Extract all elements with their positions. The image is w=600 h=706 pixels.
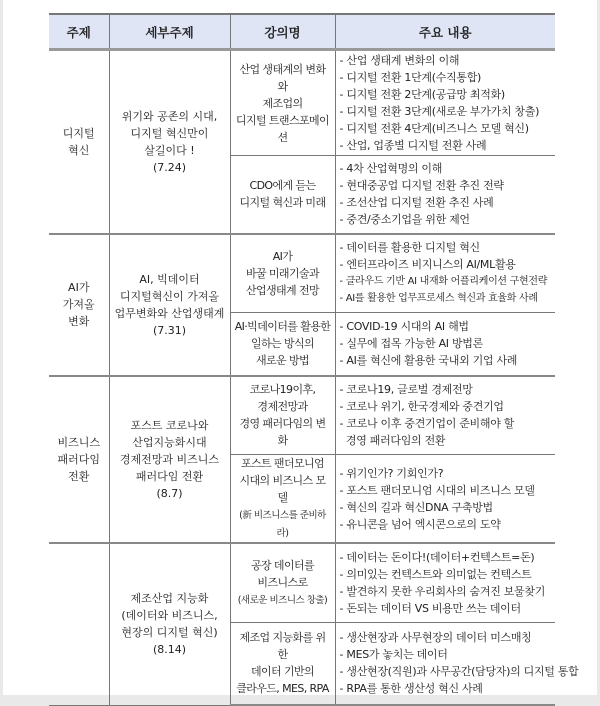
content-item: - 엔터프라이즈 비지니스의 AI/ML활용: [340, 256, 552, 273]
content-item: - 조선산업 디지털 전환 추진 사례: [340, 194, 552, 211]
text-line: 가져올: [62, 298, 95, 311]
topic-cell: [49, 234, 109, 376]
content-cell: [335, 234, 555, 313]
table-row: [49, 50, 555, 156]
content-item-continuation: 경영 패러다임의 전환: [345, 434, 446, 448]
text-line: 경제전망과: [257, 400, 308, 414]
text-line: 현장의 디지털 혁신): [121, 626, 218, 640]
subtopic-cell: [109, 50, 230, 234]
text-line: 바꿀 미래기술과: [245, 266, 320, 280]
text-line: 디지털: [62, 126, 95, 140]
topic-cell: [49, 50, 109, 234]
content-cell: [335, 455, 555, 544]
text-line: 포스트 팬더모니엄: [240, 457, 325, 470]
content-item: - 위기인가? 기회인가?: [340, 465, 552, 482]
text-line: 디지털 혁신만이: [130, 126, 209, 140]
text-line: 패러다임 전환: [135, 469, 204, 483]
content-item: - MES가 놓치는 데이터: [340, 646, 552, 663]
header-subtopic: 세부주제: [109, 14, 230, 50]
subtopic-cell: [109, 543, 230, 705]
topic-cell: [49, 543, 109, 705]
content-item: - 중견/중소기업을 위한 제언: [340, 211, 552, 228]
text-line: 클라우드, MES, RPA: [236, 682, 329, 696]
lecture-title-cell: [230, 313, 335, 376]
text-line: 산업 생태계의 변화와: [239, 62, 326, 93]
content-item: - COVID-19 시대의 AI 해법: [340, 318, 552, 335]
content-item: - 데이터를 활용한 디지털 혁신: [340, 239, 552, 256]
content-cell: [335, 543, 555, 622]
content-item: - 코로나 위기, 한국경제와 중견기업: [340, 398, 552, 415]
text-line: 코로나19이후,: [249, 383, 316, 397]
text-line: 비즈니스: [57, 435, 100, 449]
text-line: 경제전망과 비즈니스: [119, 452, 220, 466]
text-line: 데이터 기반의: [250, 665, 315, 679]
lecture-title-cell: [230, 455, 335, 544]
header-content: 주요 내용: [335, 14, 555, 50]
content-item: - 포스트 팬더모니엄 시대의 비즈니스 모델: [340, 482, 552, 499]
text-line: 패러다임: [57, 452, 100, 466]
content-item: - 생산현장(직원)과 사무공간(담당자)의 디지털 통합: [340, 663, 552, 680]
content-item: - 산업 생태계 변화의 이해: [340, 52, 552, 69]
lecture-title-cell: [230, 50, 335, 156]
content-item: - 발견하지 못한 우리회사의 숨겨진 보물찾기: [340, 583, 552, 600]
topic-cell: [49, 376, 109, 544]
content-item: - 디지털 전환 2단계(공급망 최적화): [340, 86, 552, 103]
content-item: - 디지털 전환 4단계(비즈니스 모델 혁신): [340, 120, 552, 137]
lecture-title-cell: [230, 622, 335, 705]
text-line: 변화: [68, 315, 90, 328]
content-item: - AI를 혁신에 활용한 국내외 기업 사례: [340, 352, 552, 369]
text-line: 산업생태계 전망: [245, 283, 320, 297]
lecture-subtitle: (새로운 비즈니스 창출): [237, 594, 328, 606]
text-line: AI가: [68, 281, 90, 294]
text-line: 전환: [68, 469, 90, 483]
text-line: 일하는 방식의: [250, 337, 315, 351]
content-item: - RPA를 통한 생산성 혁신 사례: [340, 680, 552, 697]
text-line: (7.31): [152, 323, 187, 337]
text-line: (데이터와 비즈니스,: [121, 609, 218, 623]
content-item: - 코로나 이후 중견기업이 준비해야 할: [340, 415, 552, 432]
content-item: - 의미있는 컨텍스트와 의미없는 컨텍스트: [340, 566, 552, 583]
text-line: 위기와 공존의 시대,: [121, 109, 218, 123]
text-line: 비즈니스로: [257, 575, 308, 589]
text-line: (8.7): [156, 486, 183, 500]
content-item: - 데이터는 돈이다!(데이터+컨텍스트=돈): [340, 549, 552, 566]
subtopic-cell: [109, 234, 230, 376]
table-row: [49, 234, 555, 313]
text-line: (7.24): [152, 160, 187, 174]
text-line: AI, 빅데이터: [139, 272, 200, 286]
text-line: 포스트 코로나와: [130, 418, 209, 432]
content-item: - 산업, 업종별 디지털 전환 사례: [340, 137, 552, 154]
text-line: 제조업의: [262, 96, 303, 110]
lecture-title-cell: [230, 543, 335, 622]
text-line: 디지털 트랜스포메이션: [235, 113, 330, 144]
content-item: - 클라우드 기반 AI 내재화 어플리케이션 구현전략: [340, 273, 552, 290]
content-item: - 현대중공업 디지털 전환 추진 전략: [340, 177, 552, 194]
text-line: 디지털혁신이 가져올: [119, 289, 220, 303]
header-topic: 주제: [49, 14, 109, 50]
content-cell: [335, 313, 555, 376]
content-item: - 디지털 전환 3단계(새로운 부가가치 창출): [340, 103, 552, 120]
text-line: CDO에게 듣는: [249, 179, 316, 193]
text-line: AI가: [272, 249, 293, 263]
text-line: 디지털 혁신과 미래: [239, 196, 326, 210]
lecture-title-cell: [230, 376, 335, 455]
lecture-title-cell: [230, 156, 335, 234]
content-item: - 디지털 전환 1단계(수직통합): [340, 69, 552, 86]
subtopic-cell: [109, 376, 230, 544]
content-cell: [335, 50, 555, 156]
text-line: (8.14): [152, 643, 187, 657]
text-line: AI·빅데이터를 활용한: [234, 320, 331, 334]
text-line: 공장 데이터를: [250, 558, 315, 572]
content-item: - 유니콘을 넘어 엑시콘으로의 도약: [340, 516, 552, 533]
text-line: 제조산업 지능화: [130, 592, 209, 606]
content-item: - 돈되는 데이터 VS 비용만 쓰는 데이터: [340, 600, 552, 617]
content-item: - 코로나19, 글로벌 경제전망: [340, 381, 552, 398]
lecture-subtitle: (新 비즈니스를 준비하라): [239, 510, 326, 539]
content-item: - 생산현장과 사무현장의 데이터 미스매칭: [340, 629, 552, 646]
text-line: 산업지능화시대: [132, 435, 207, 449]
content-cell: [335, 376, 555, 455]
text-line: 살길이다 !: [144, 143, 195, 157]
content-cell: [335, 156, 555, 234]
lecture-title-cell: [230, 234, 335, 313]
text-line: 업무변화와 산업생태계: [114, 306, 225, 320]
header-lecture: 강의명: [230, 14, 335, 50]
table-row: [49, 376, 555, 455]
content-item: - 혁신의 길과 혁신DNA 구축방법: [340, 499, 552, 516]
text-line: 시대의 비즈니스 모델: [239, 474, 326, 504]
content-item: - 4차 산업혁명의 이해: [340, 160, 552, 177]
header-row: [49, 14, 555, 50]
table-row: [49, 543, 555, 622]
text-line: 경영 패러다임의 변화: [239, 417, 326, 448]
text-line: 혁신: [68, 143, 90, 157]
content-cell: [335, 622, 579, 705]
text-line: 제조업 지능화를 위한: [239, 631, 326, 662]
lecture-schedule-table: [49, 13, 579, 706]
text-line: 새로운 방법: [255, 354, 310, 368]
content-item: - AI를 활용한 업무프로세스 혁신과 효율화 사례: [340, 290, 552, 307]
content-item: - 실무에 접목 가능한 AI 방법론: [340, 335, 552, 352]
